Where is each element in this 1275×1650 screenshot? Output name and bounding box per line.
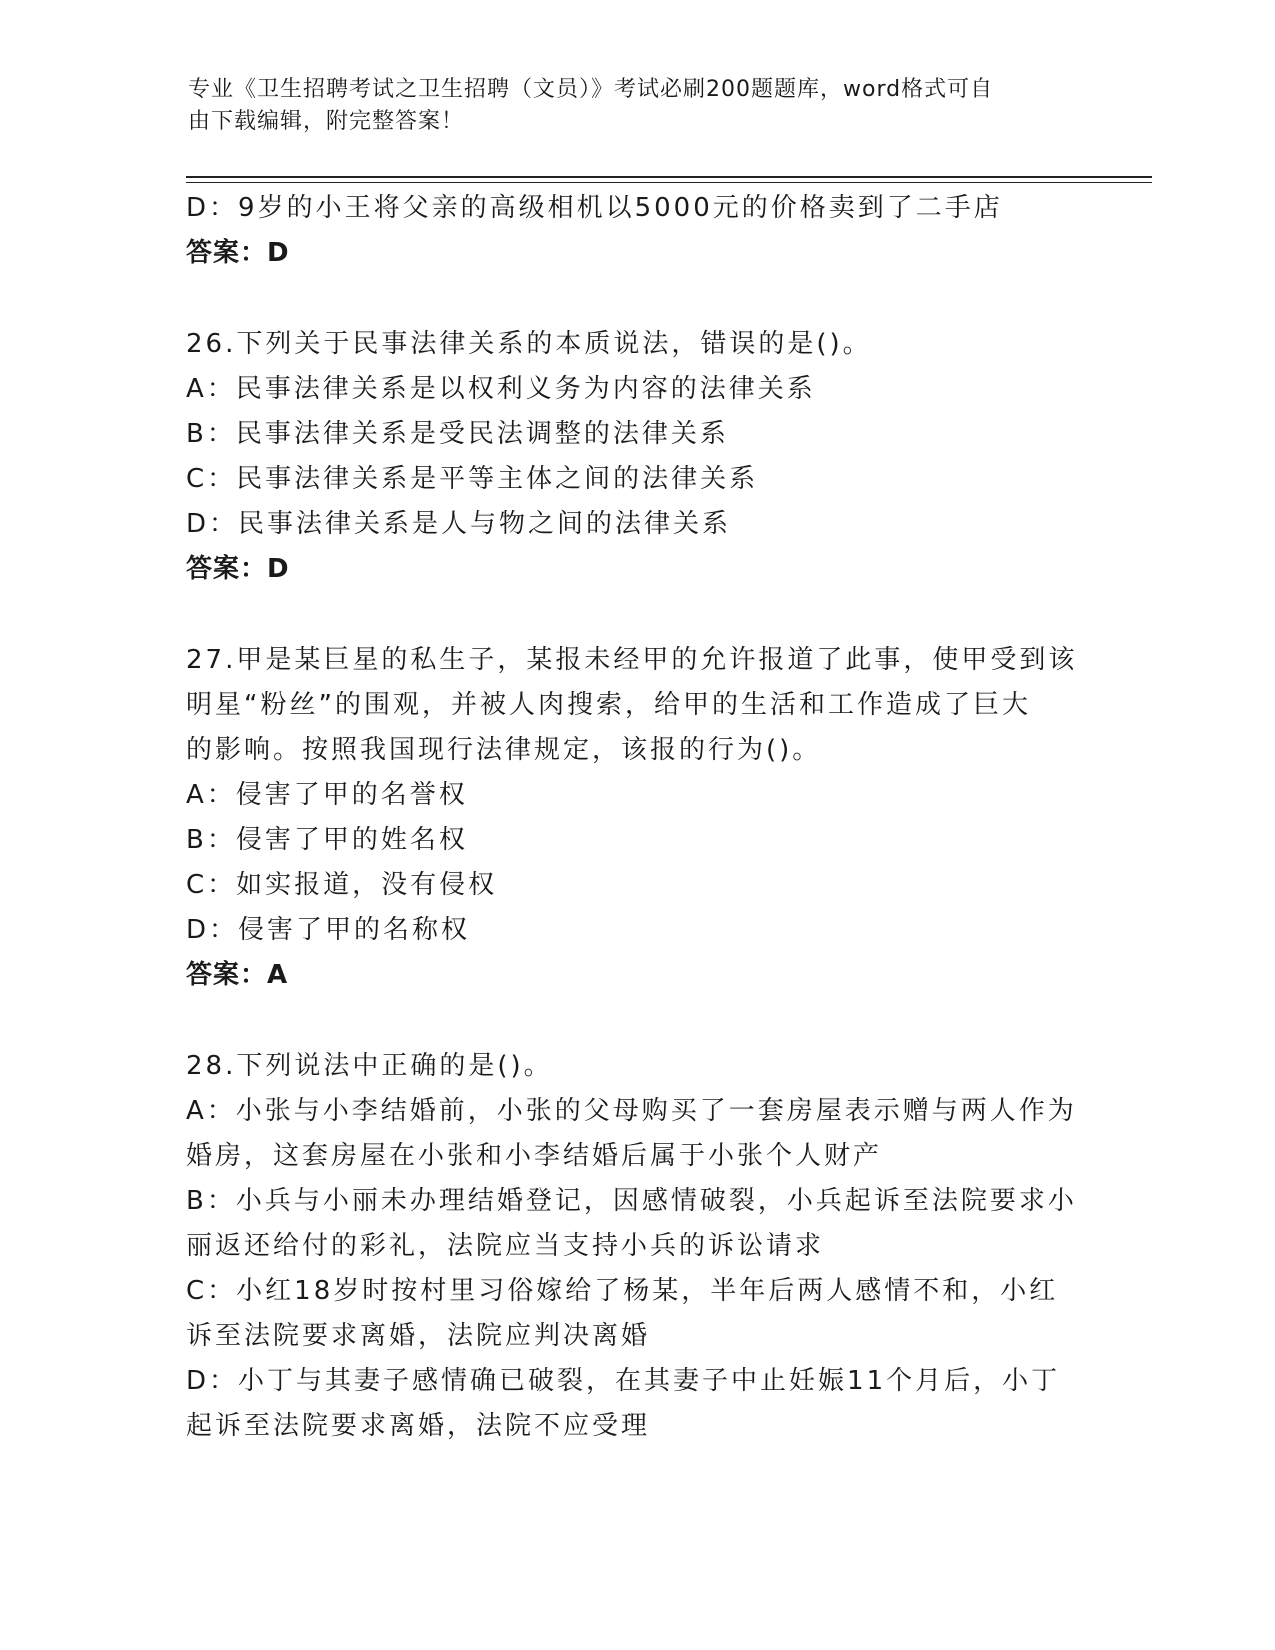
header-rule-thin (186, 182, 1152, 183)
option-b: B：民事法律关系是受民法调整的法律关系 (186, 419, 729, 449)
question-26 (186, 322, 1086, 592)
header-line-2: 由下载编辑，附完整答案！ (188, 109, 465, 134)
question-stem: 28.下列说法中正确的是()。 (186, 1051, 553, 1081)
answer: 答案：D (186, 238, 290, 268)
page-header (188, 74, 1068, 138)
question-content (186, 186, 1086, 1449)
header-rule-thick (186, 176, 1152, 178)
option-d: D：侵害了甲的名称权 (186, 915, 471, 945)
header-line-1: 专业《卫生招聘考试之卫生招聘（文员）》考试必刷200题题库，word格式可自 (188, 77, 994, 102)
question-25-tail (186, 186, 1086, 276)
spacer (186, 276, 1086, 322)
option-d-line-1: D：小丁与其妻子感情确已破裂，在其妻子中止妊娠11个月后，小丁 (186, 1366, 1061, 1396)
option-a-line-2: 婚房，这套房屋在小张和小李结婚后属于小张个人财产 (186, 1141, 883, 1171)
option-b: B：侵害了甲的姓名权 (186, 825, 468, 855)
option-c-line-2: 诉至法院要求离婚，法院应判决离婚 (186, 1321, 651, 1351)
spacer (186, 592, 1086, 638)
option-a: A：民事法律关系是以权利义务为内容的法律关系 (186, 374, 816, 404)
option-b-line-2: 丽返还给付的彩礼，法院应当支持小兵的诉讼请求 (186, 1231, 825, 1261)
question-28 (186, 1044, 1086, 1449)
option-a: A：侵害了甲的名誉权 (186, 780, 468, 810)
question-stem-line-3: 的影响。按照我国现行法律规定，该报的行为()。 (186, 735, 822, 765)
option-b-line-1: B：小兵与小丽未办理结婚登记，因感情破裂，小兵起诉至法院要求小 (186, 1186, 1077, 1216)
answer: 答案：D (186, 554, 290, 584)
question-stem: 26.下列关于民事法律关系的本质说法，错误的是()。 (186, 329, 872, 359)
option-c-line-1: C：小红18岁时按村里习俗嫁给了杨某，半年后两人感情不和，小红 (186, 1276, 1059, 1306)
option-c: C：民事法律关系是平等主体之间的法律关系 (186, 464, 759, 494)
question-stem-line-2: 明星“粉丝”的围观，并被人肉搜索，给甲的生活和工作造成了巨大 (186, 690, 1031, 720)
option-a-line-1: A：小张与小李结婚前，小张的父母购买了一套房屋表示赠与两人作为 (186, 1096, 1077, 1126)
question-27 (186, 638, 1086, 998)
option-c: C：如实报道，没有侵权 (186, 870, 498, 900)
answer: 答案：A (186, 960, 289, 990)
option-d: D：民事法律关系是人与物之间的法律关系 (186, 509, 732, 539)
option-d-line-2: 起诉至法院要求离婚，法院不应受理 (186, 1411, 651, 1441)
question-stem-line-1: 27.甲是某巨星的私生子，某报未经甲的允许报道了此事，使甲受到该 (186, 645, 1078, 675)
spacer (186, 998, 1086, 1044)
option-d: D：9岁的小王将父亲的高级相机以5000元的价格卖到了二手店 (186, 193, 1003, 223)
